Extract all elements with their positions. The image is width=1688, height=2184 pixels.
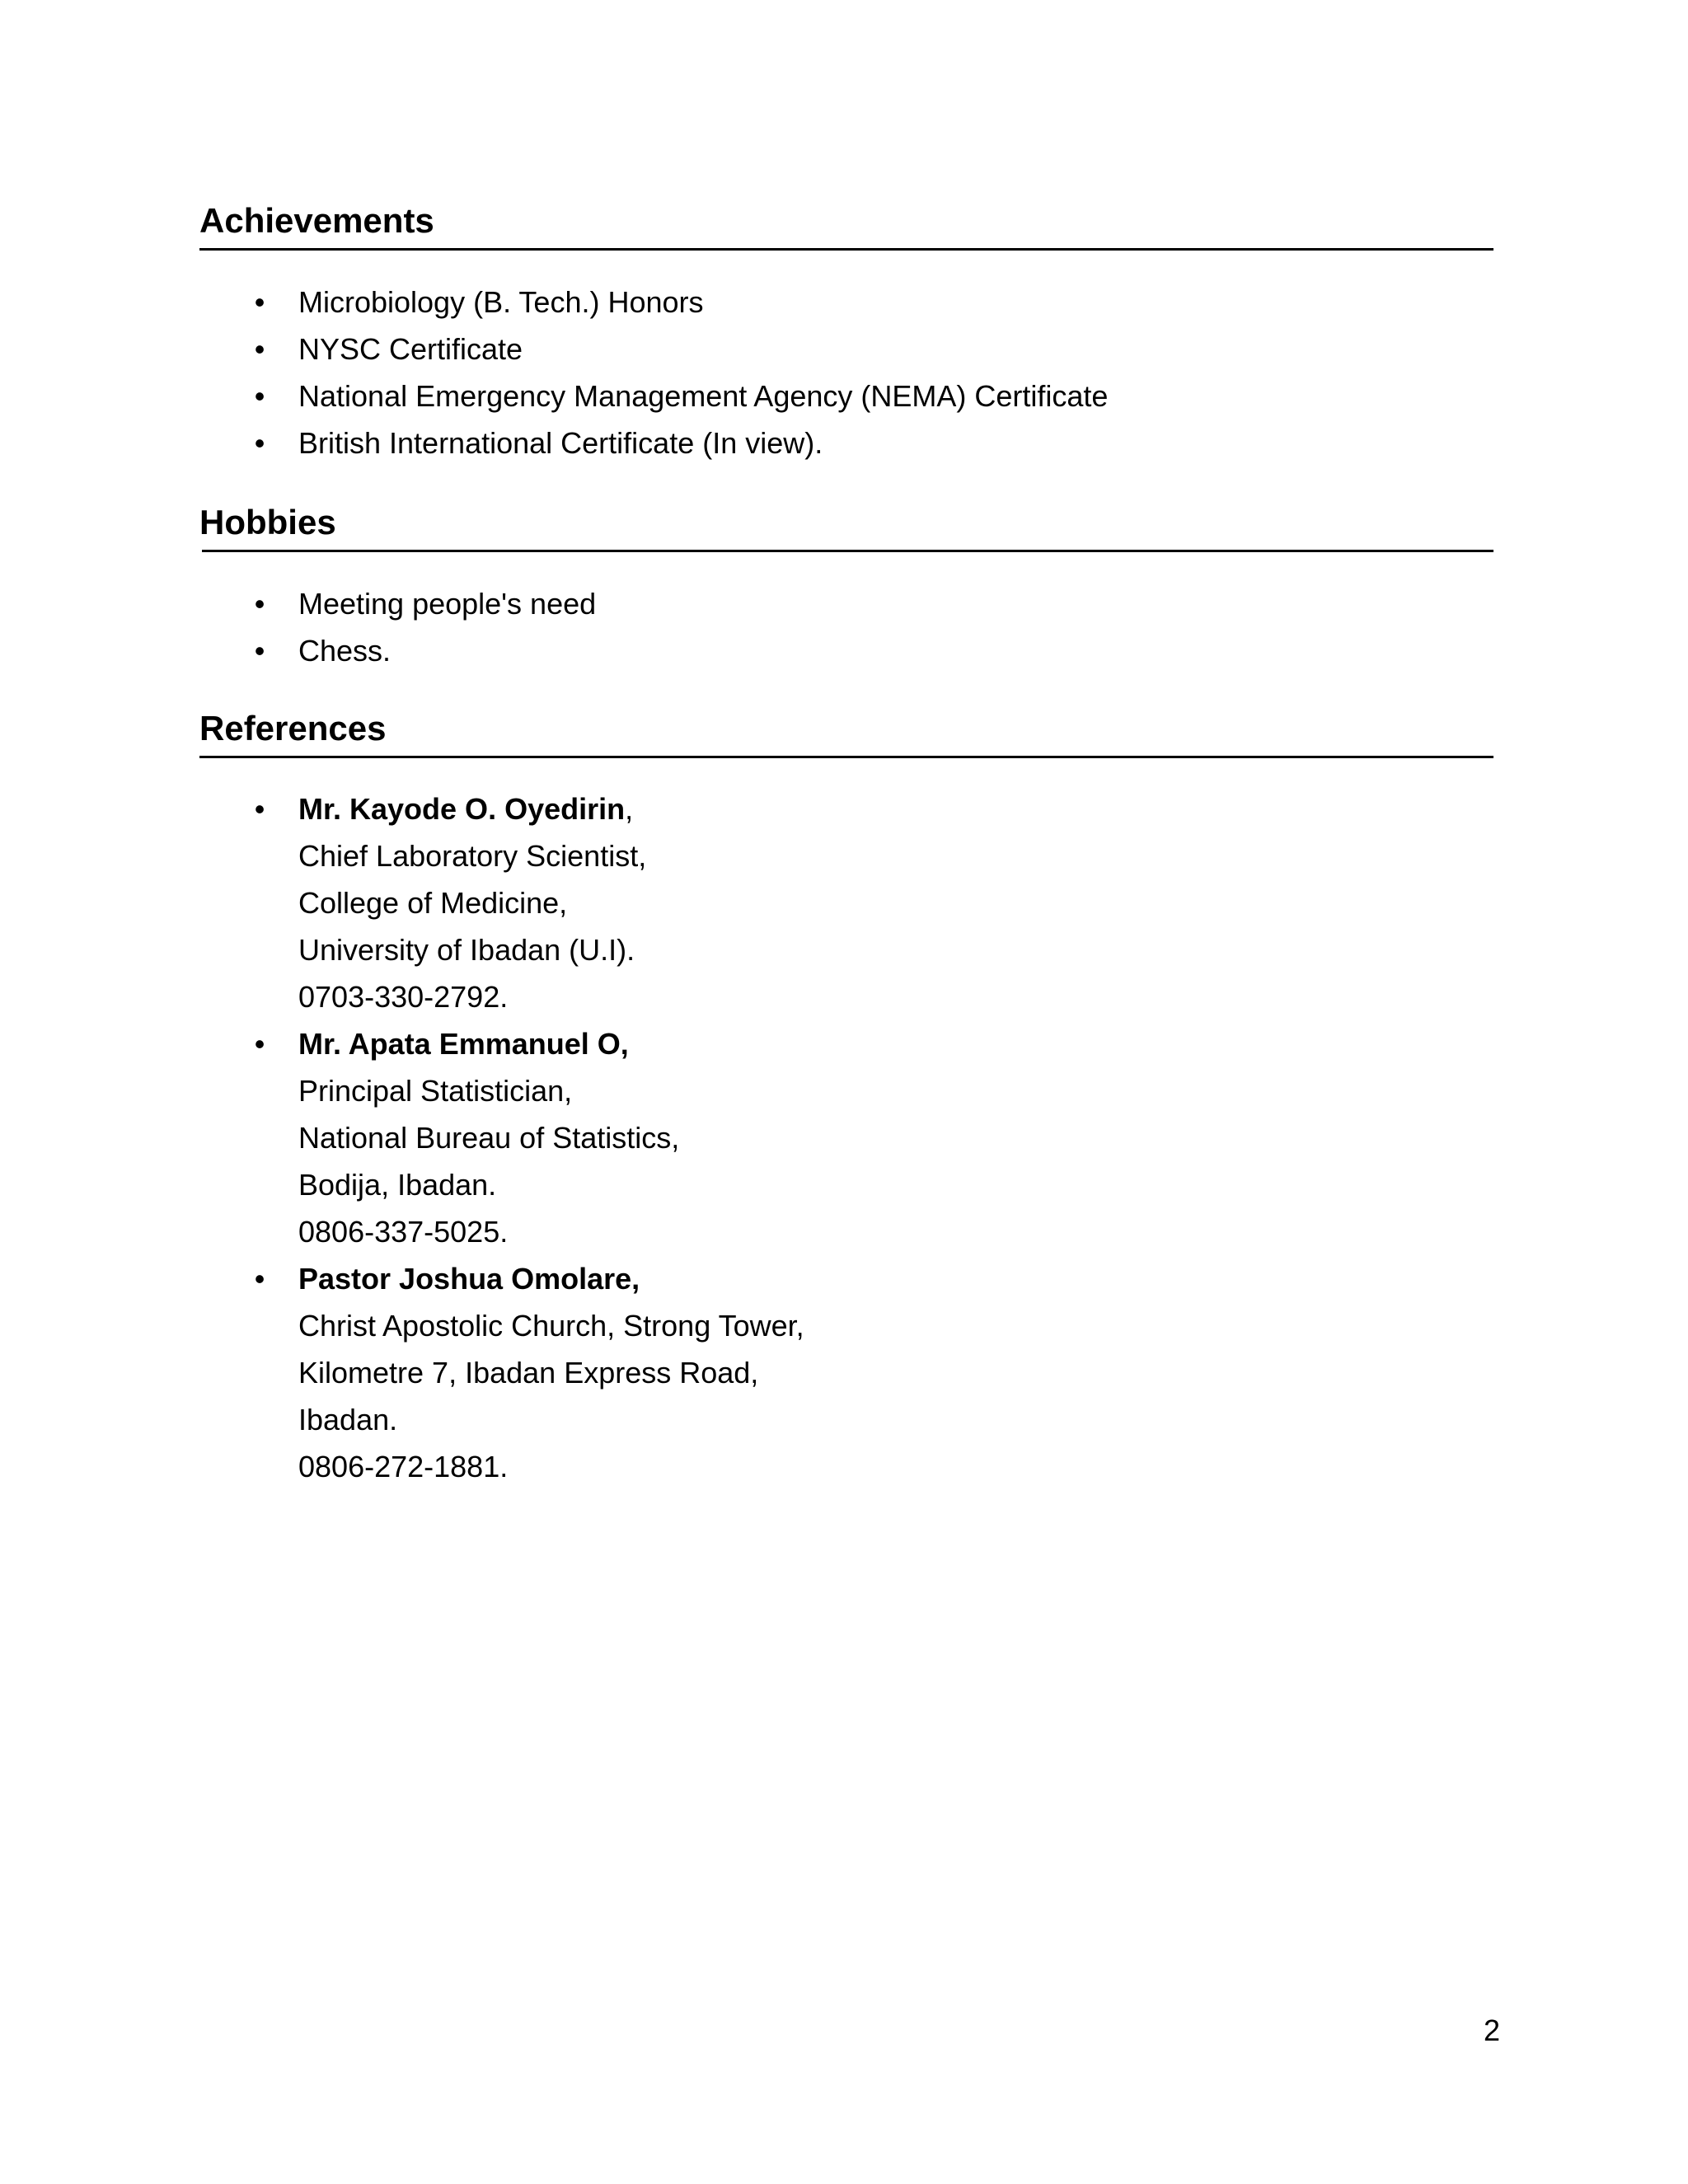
list-item — [0, 580, 1688, 627]
reference-name-line — [298, 1255, 1688, 1302]
hobbies-heading: Hobbies — [199, 503, 336, 541]
bullet-icon: • — [254, 1027, 265, 1061]
references-heading: References — [199, 709, 387, 748]
bullet-icon: • — [254, 587, 265, 621]
reference-name-suffix: , — [625, 792, 634, 826]
bullet-icon: • — [254, 332, 265, 366]
reference-entry — [0, 785, 1688, 1020]
reference-name-line — [298, 785, 1688, 832]
achievements-rule — [199, 248, 1493, 251]
list-item — [0, 419, 1688, 466]
achievement-text: Microbiology (B. Tech.) Honors — [298, 285, 704, 319]
reference-detail: Chief Laboratory Scientist, — [298, 839, 647, 873]
reference-phone: 0806-337-5025. — [298, 1215, 509, 1249]
reference-phone: 0806-272-1881. — [298, 1450, 509, 1483]
bullet-icon: • — [254, 1262, 265, 1296]
achievements-heading: Achievements — [199, 201, 434, 240]
achievement-text: National Emergency Management Agency (NEMA) Certificate — [298, 379, 1109, 413]
achievement-text: British International Certificate (In view). — [298, 426, 823, 460]
hobbies-list — [0, 580, 1688, 674]
reference-name: Mr. Apata Emmanuel O, — [298, 1027, 629, 1061]
list-item — [0, 279, 1688, 326]
reference-name: Pastor Joshua Omolare, — [298, 1262, 640, 1296]
hobbies-rule — [202, 550, 1493, 552]
references-rule — [199, 756, 1493, 758]
achievements-list — [0, 279, 1688, 466]
reference-name: Mr. Kayode O. Oyedirin — [298, 792, 626, 826]
reference-detail: Ibadan. — [298, 1403, 398, 1436]
reference-name-line — [298, 1020, 1688, 1067]
reference-detail: College of Medicine, — [298, 886, 568, 920]
reference-entry — [0, 1020, 1688, 1255]
reference-phone: 0703-330-2792. — [298, 980, 509, 1014]
references-list — [0, 785, 1688, 1490]
hobby-text: Meeting people's need — [298, 587, 597, 621]
reference-detail: National Bureau of Statistics, — [298, 1121, 680, 1155]
list-item — [0, 627, 1688, 674]
reference-detail: University of Ibadan (U.I). — [298, 933, 635, 967]
bullet-icon: • — [254, 379, 265, 413]
page-number: 2 — [1483, 2013, 1500, 2047]
bullet-icon: • — [254, 285, 265, 319]
list-item — [0, 373, 1688, 419]
reference-detail: Kilometre 7, Ibadan Express Road, — [298, 1356, 759, 1390]
bullet-icon: • — [254, 426, 265, 460]
reference-detail: Bodija, Ibadan. — [298, 1168, 497, 1202]
achievement-text: NYSC Certificate — [298, 332, 523, 366]
reference-detail: Principal Statistician, — [298, 1074, 573, 1108]
reference-entry — [0, 1255, 1688, 1490]
hobby-text: Chess. — [298, 634, 392, 668]
reference-detail: Christ Apostolic Church, Strong Tower, — [298, 1309, 804, 1343]
list-item — [0, 326, 1688, 373]
bullet-icon: • — [254, 634, 265, 668]
bullet-icon: • — [254, 792, 265, 826]
